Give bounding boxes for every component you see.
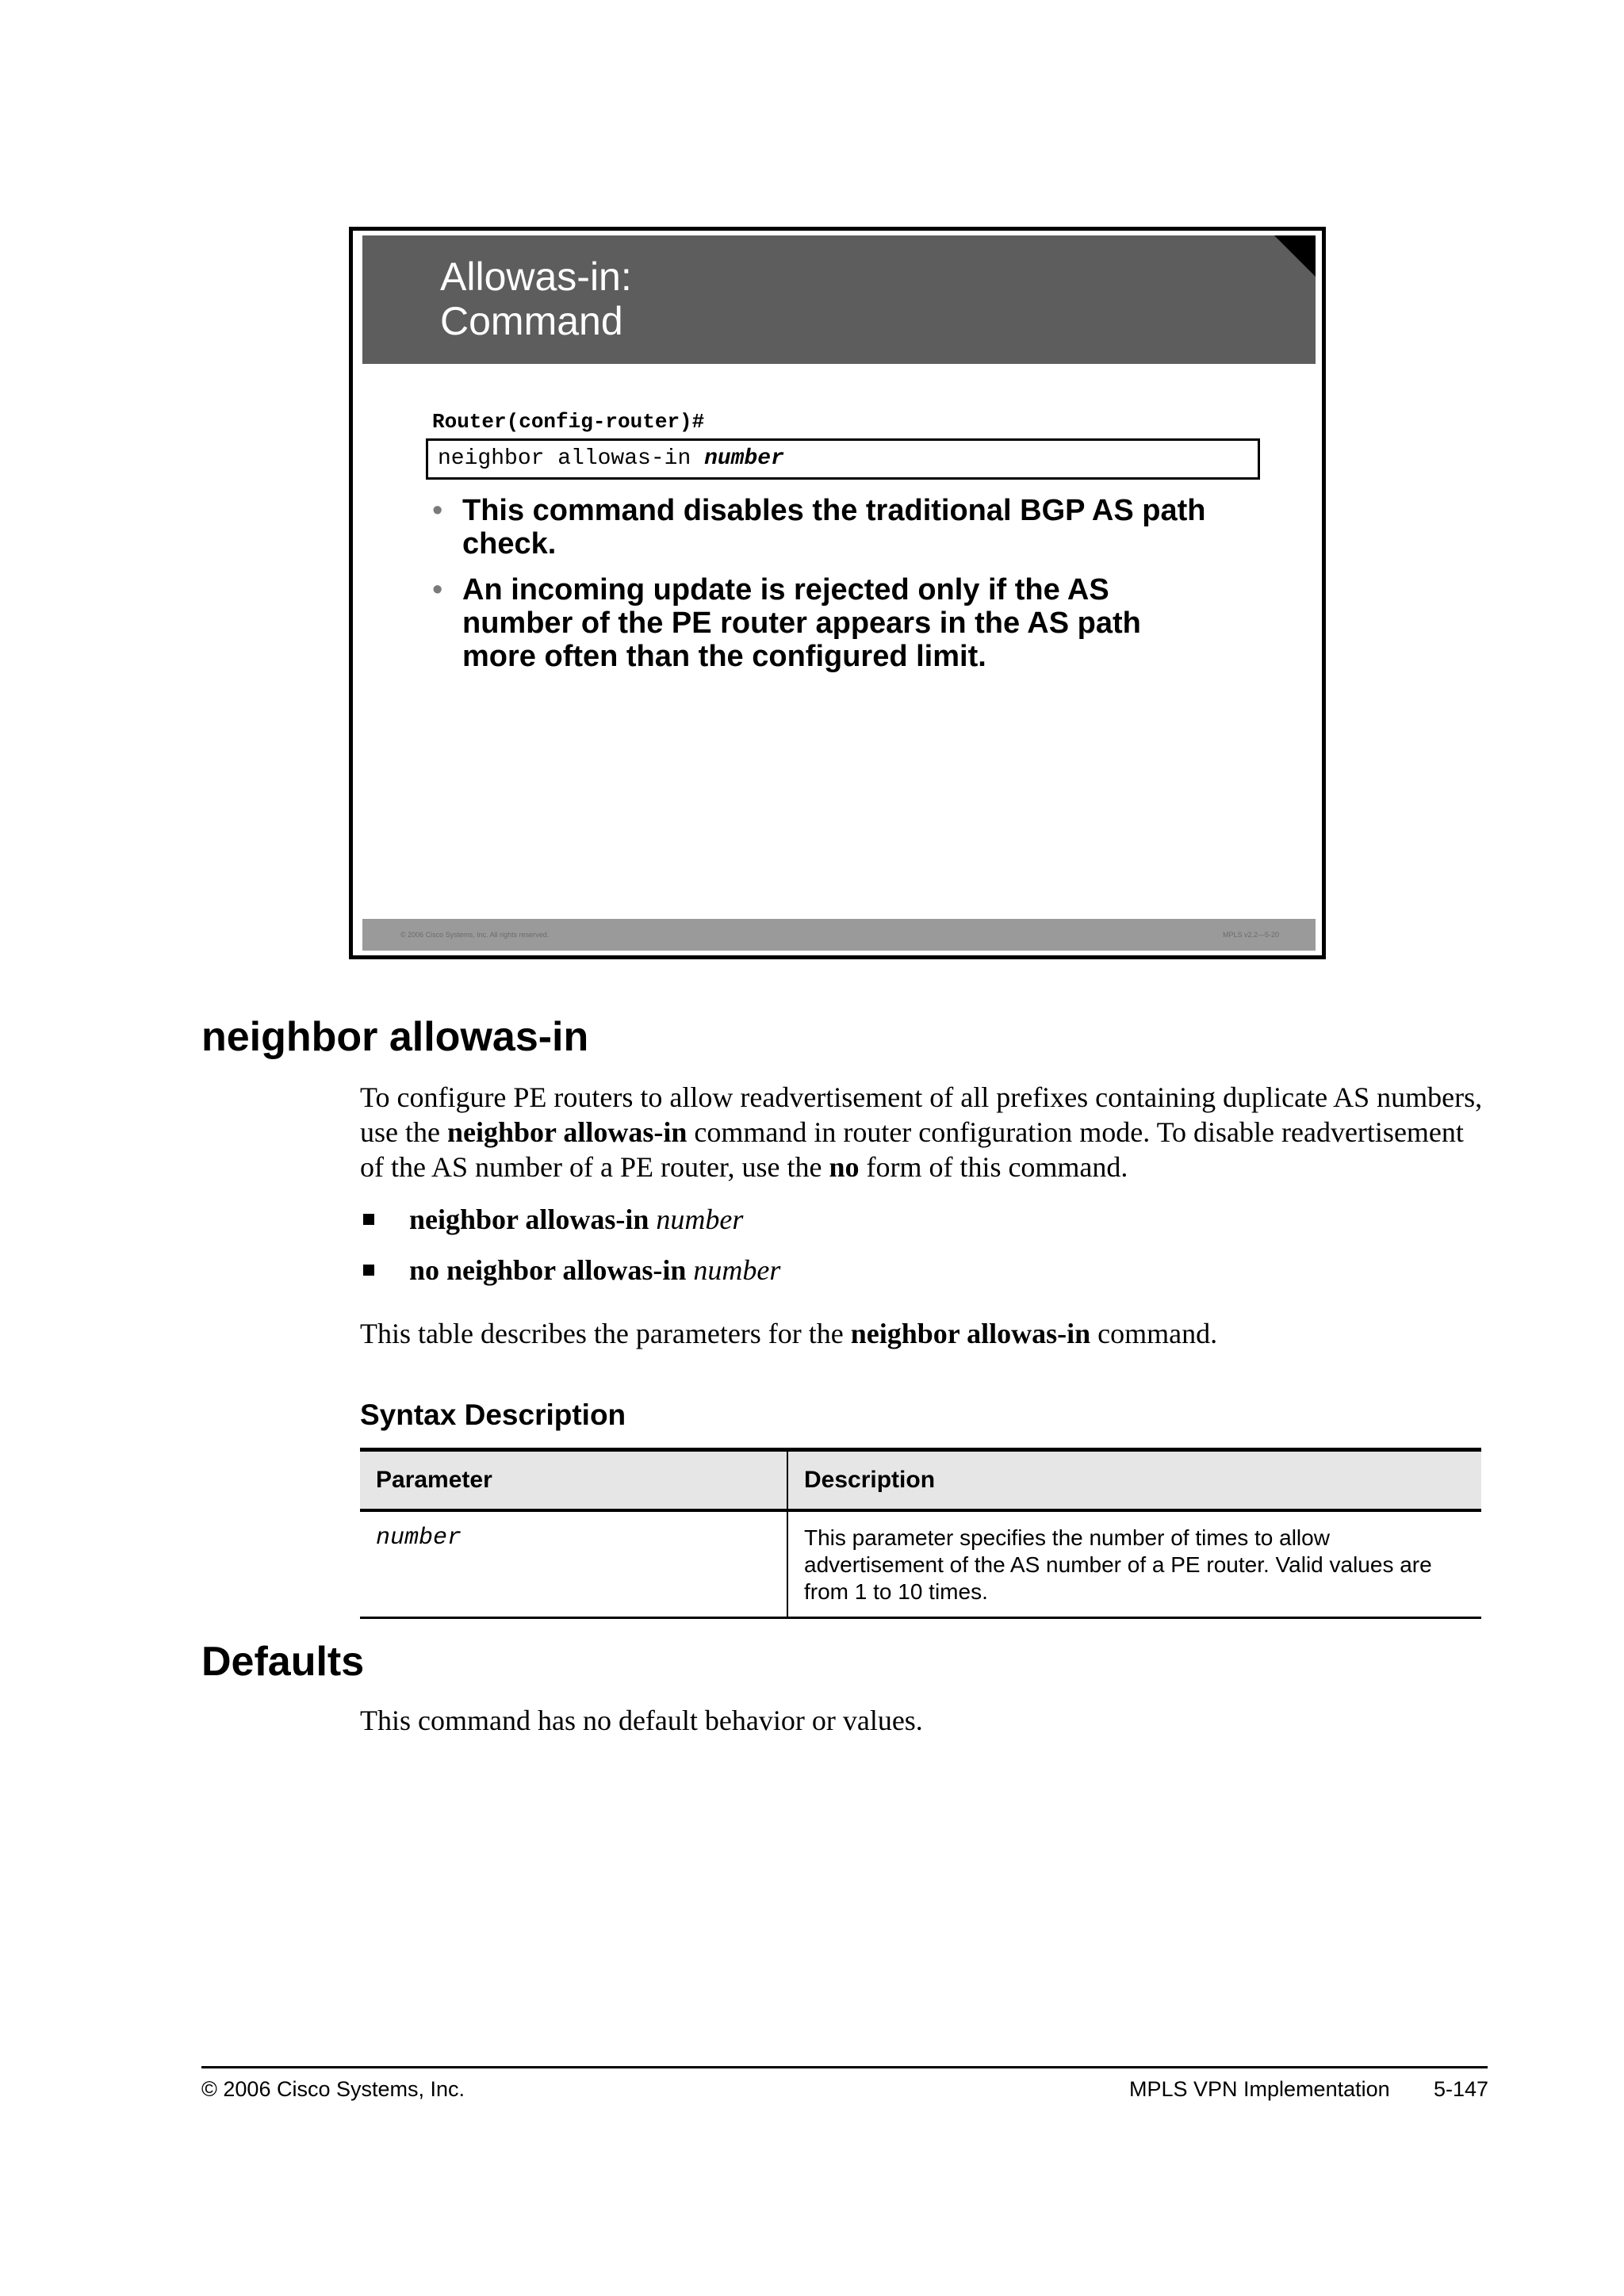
intro-text: form of this command. bbox=[859, 1151, 1128, 1183]
slide-title-line2: Command bbox=[440, 299, 623, 343]
intro-text: command in router configuration mode. To disable readvertisement of the AS number of a PE router, use the bbox=[360, 1116, 1464, 1183]
command-box bbox=[426, 438, 1260, 480]
table-intro-text: This table describes the parameters for the bbox=[360, 1318, 851, 1349]
intro-paragraph bbox=[360, 1080, 1486, 1184]
footer-course-title: MPLS VPN Implementation bbox=[1129, 2077, 1390, 2101]
syntax-description-heading: Syntax Description bbox=[360, 1399, 626, 1431]
table-header-parameter: Parameter bbox=[360, 1450, 787, 1511]
slide-title-line1: Allowas-in: bbox=[440, 254, 632, 299]
syntax-argument: number bbox=[693, 1254, 781, 1286]
table-cell-parameter: number bbox=[360, 1510, 787, 1618]
footer-rule bbox=[201, 2066, 1488, 2068]
table-header-description: Description bbox=[787, 1450, 1481, 1511]
table-row bbox=[360, 1510, 1481, 1618]
syntax-item bbox=[360, 1253, 780, 1288]
command-argument: number bbox=[704, 446, 784, 471]
table-cell-description: This parameter specifies the number of times to allow advertisement of the AS number of a PE router. Valid values are from 1 to 10 times. bbox=[787, 1510, 1481, 1618]
slide-bullet-text: This command disables the traditional BGP AS path check. bbox=[462, 494, 1206, 561]
intro-text: To configure PE routers to allow readvertisement of all prefixes containing duplicate AS numbers, use the bbox=[360, 1081, 1483, 1148]
slide-footer bbox=[362, 919, 1316, 951]
bullet-dot-icon: • bbox=[432, 573, 443, 607]
slide-bullet-list bbox=[432, 494, 1209, 686]
footer-copyright: © 2006 Cisco Systems, Inc. bbox=[201, 2077, 465, 2101]
syntax-list bbox=[360, 1202, 780, 1303]
intro-no-bold: no bbox=[829, 1151, 860, 1183]
table-header-row bbox=[360, 1450, 1481, 1511]
square-bullet-icon bbox=[363, 1214, 374, 1225]
intro-command-bold: neighbor allowas-in bbox=[446, 1116, 688, 1148]
section-heading-defaults: Defaults bbox=[201, 1639, 365, 1685]
slide-frame bbox=[349, 227, 1326, 959]
table-intro-text: command. bbox=[1090, 1318, 1218, 1349]
slide-bullet-text: An incoming update is rejected only if the AS number of the PE router appears in the AS path more often than the configured limit. bbox=[462, 573, 1141, 673]
defaults-paragraph: This command has no default behavior or values. bbox=[360, 1705, 923, 1736]
slide-bullet bbox=[432, 494, 1209, 561]
table-intro-paragraph bbox=[360, 1316, 1486, 1351]
slide-footer-copyright: © 2006 Cisco Systems, Inc. All rights reserved. bbox=[400, 931, 550, 939]
router-prompt: Router(config-router)# bbox=[432, 410, 705, 434]
slide-title bbox=[440, 254, 632, 343]
syntax-argument: number bbox=[656, 1203, 744, 1235]
syntax-command: no neighbor allowas-in bbox=[409, 1254, 687, 1286]
table-intro-command-bold: neighbor allowas-in bbox=[850, 1318, 1091, 1349]
square-bullet-icon bbox=[363, 1265, 374, 1276]
section-heading-neighbor-allowas-in: neighbor allowas-in bbox=[201, 1014, 589, 1060]
bullet-dot-icon: • bbox=[432, 494, 443, 527]
footer-page-number: 5-147 bbox=[1434, 2077, 1489, 2101]
syntax-item bbox=[360, 1202, 780, 1237]
slide-bullet bbox=[432, 573, 1209, 673]
syntax-command: neighbor allowas-in bbox=[409, 1203, 649, 1235]
command-text: neighbor allowas-in bbox=[438, 446, 705, 471]
slide-header bbox=[362, 235, 1316, 364]
slide-footer-code: MPLS v2.2—5-20 bbox=[1222, 931, 1279, 939]
parameter-table bbox=[360, 1448, 1481, 1619]
slide-corner-triangle bbox=[1274, 235, 1316, 277]
